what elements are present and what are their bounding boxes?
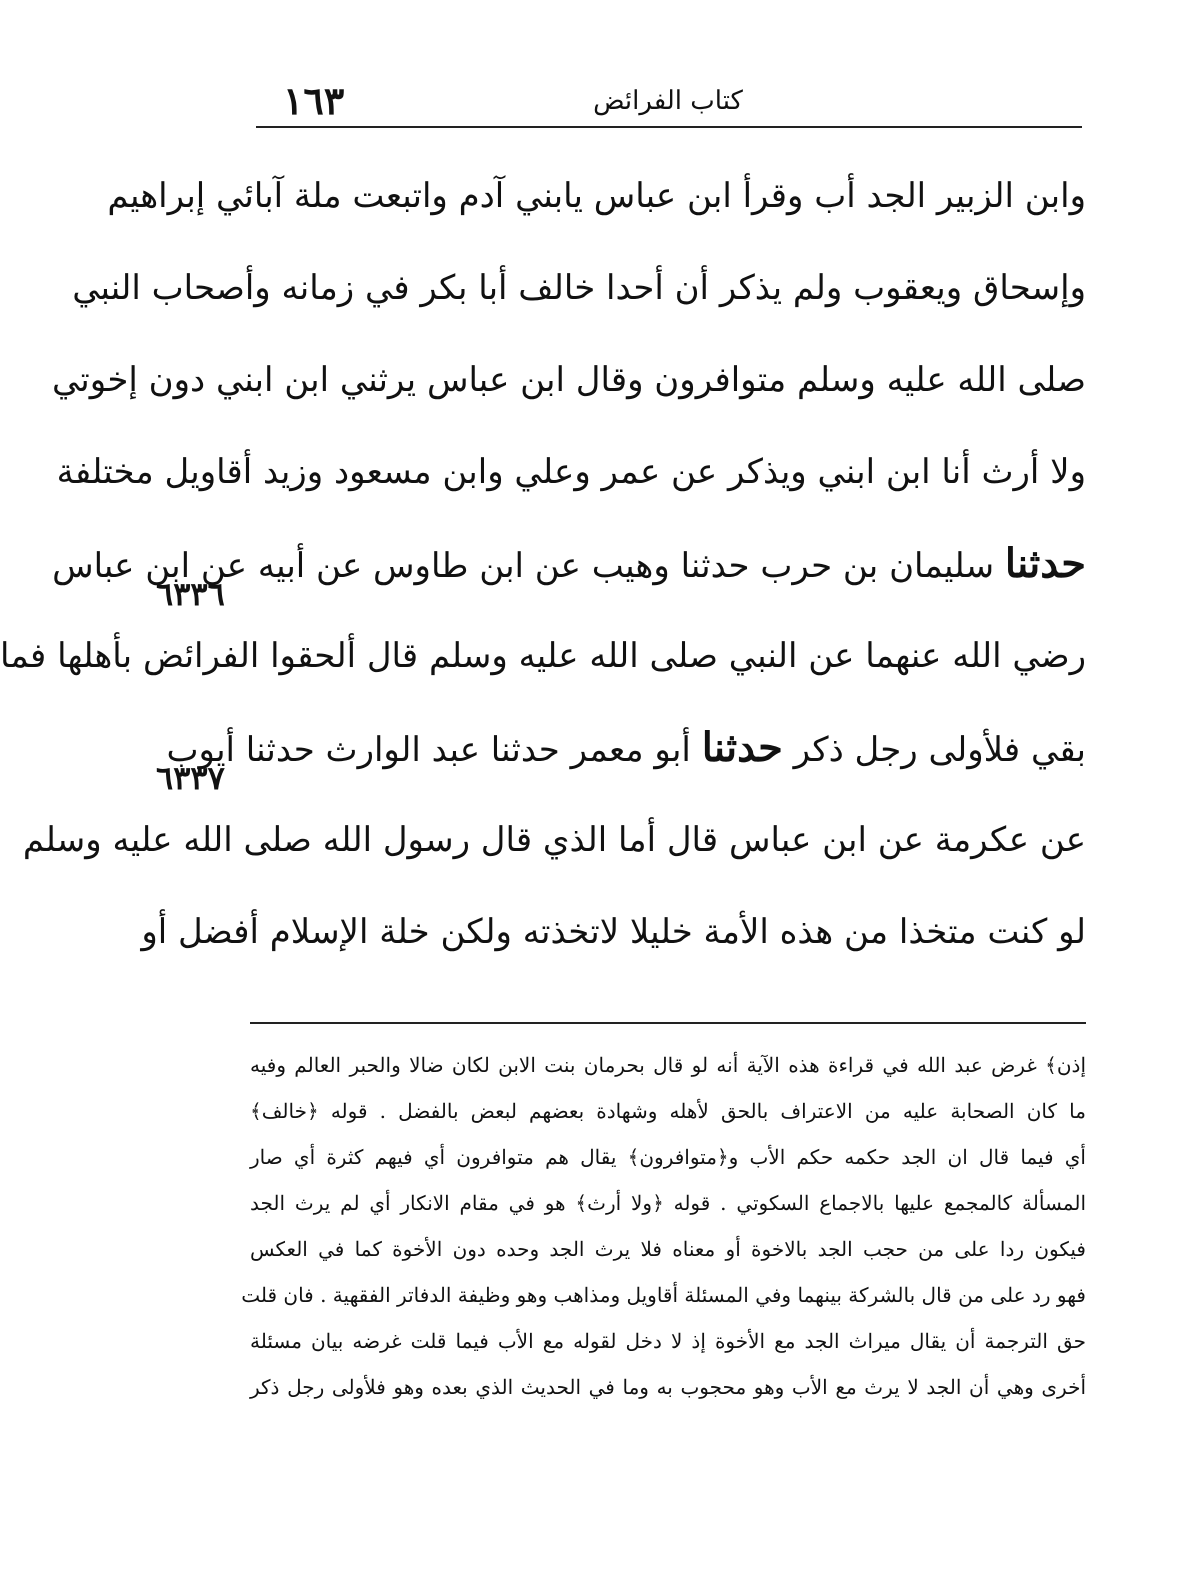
- footnote-line: أخرى وهي أن الجد لا يرث مع الأب وهو محجوب به وما في الحديث الذي بعده وهو فلأولى رجل ذكر: [250, 1375, 1086, 1399]
- hadith-keyword: حدثنا: [1004, 540, 1086, 587]
- footnote-line: حق الترجمة أن يقال ميراث الجد مع الأخوة إذ لا دخل لقوله مع الأب فيما قلت غرضه بيان مسئلة: [250, 1329, 1087, 1353]
- hadith-keyword: حدثنا: [701, 724, 783, 771]
- footnote-line: أي فيما قال ان الجد حكمه حكم الأب و﴿متوافرون﴾ يقال هم متوافرون أي فيهم كثرة أي صار: [250, 1145, 1086, 1169]
- text-line: عن عكرمة عن ابن عباس قال أما الذي قال رسول الله صلى الله عليه وسلم: [22, 820, 1086, 860]
- book-title: كتاب الفرائض: [593, 86, 743, 116]
- hadith-number: ٦٣٣٧: [156, 759, 225, 797]
- text-line: رضي الله عنهما عن النبي صلى الله عليه وسلم قال ألحقوا الفرائض بأهلها فما: [0, 636, 1086, 676]
- text-line: حدثنا سليمان بن حرب حدثنا وهيب عن ابن طاوس عن أبيه عن ابن عباس: [52, 540, 1086, 587]
- text-line: وإسحاق ويعقوب ولم يذكر أن أحدا خالف أبا بكر في زمانه وأصحاب النبي: [72, 268, 1086, 308]
- text-line: ولا أرث أنا ابن ابني ويذكر عن عمر وعلي وابن مسعود وزيد أقاويل مختلفة: [56, 452, 1086, 492]
- footnote-line: فهو رد على من قال بالشركة بينهما وفي المسئلة أقاويل ومذاهب وهو وظيفة الدفاتر الفقهية . فان قلت: [241, 1283, 1086, 1307]
- footnote-line: فيكون ردا على من حجب الجد بالاخوة أو معناه فلا يرث الجد وحده دون الأخوة كما في العكس: [250, 1237, 1086, 1261]
- page-number: ١٦٣: [283, 78, 345, 123]
- footnote-divider: [250, 1022, 1086, 1024]
- hadith-number: ٦٣٣٦: [156, 575, 225, 613]
- page-header: [253, 78, 1083, 128]
- text-line: لو كنت متخذا من هذه الأمة خليلا لاتخذته ولكن خلة الإسلام أفضل أو: [141, 912, 1086, 952]
- footnote-line: إذن﴾ غرض عبد الله في قراءة هذه الآية أنه لو قال بحرمان بنت الابن لكان ضالا والحبر العالم وفيه: [250, 1053, 1086, 1077]
- footnote-line: ما كان الصحابة عليه من الاعتراف بالحق لأهله وشهادة بعضهم لبعض بالفضل . قوله ﴿خالف﴾: [250, 1099, 1086, 1123]
- text-line: وابن الزبير الجد أب وقرأ ابن عباس يابني آدم واتبعت ملة آبائي إبراهيم: [107, 176, 1086, 216]
- footnote-line: المسألة كالمجمع عليها بالاجماع السكوتي . قوله ﴿ولا أرث﴾ هو في مقام الانكار أي لم يرث الجد: [250, 1191, 1086, 1215]
- text-line: بقي فلأولى رجل ذكر حدثنا أبو معمر حدثنا عبد الوارث حدثنا أيوب: [166, 724, 1086, 771]
- footnotes: [241, 1042, 1087, 1410]
- header-divider: [256, 126, 1082, 128]
- text-line: صلى الله عليه وسلم متوافرون وقال ابن عباس يرثني ابن ابني دون إخوتي: [51, 360, 1086, 400]
